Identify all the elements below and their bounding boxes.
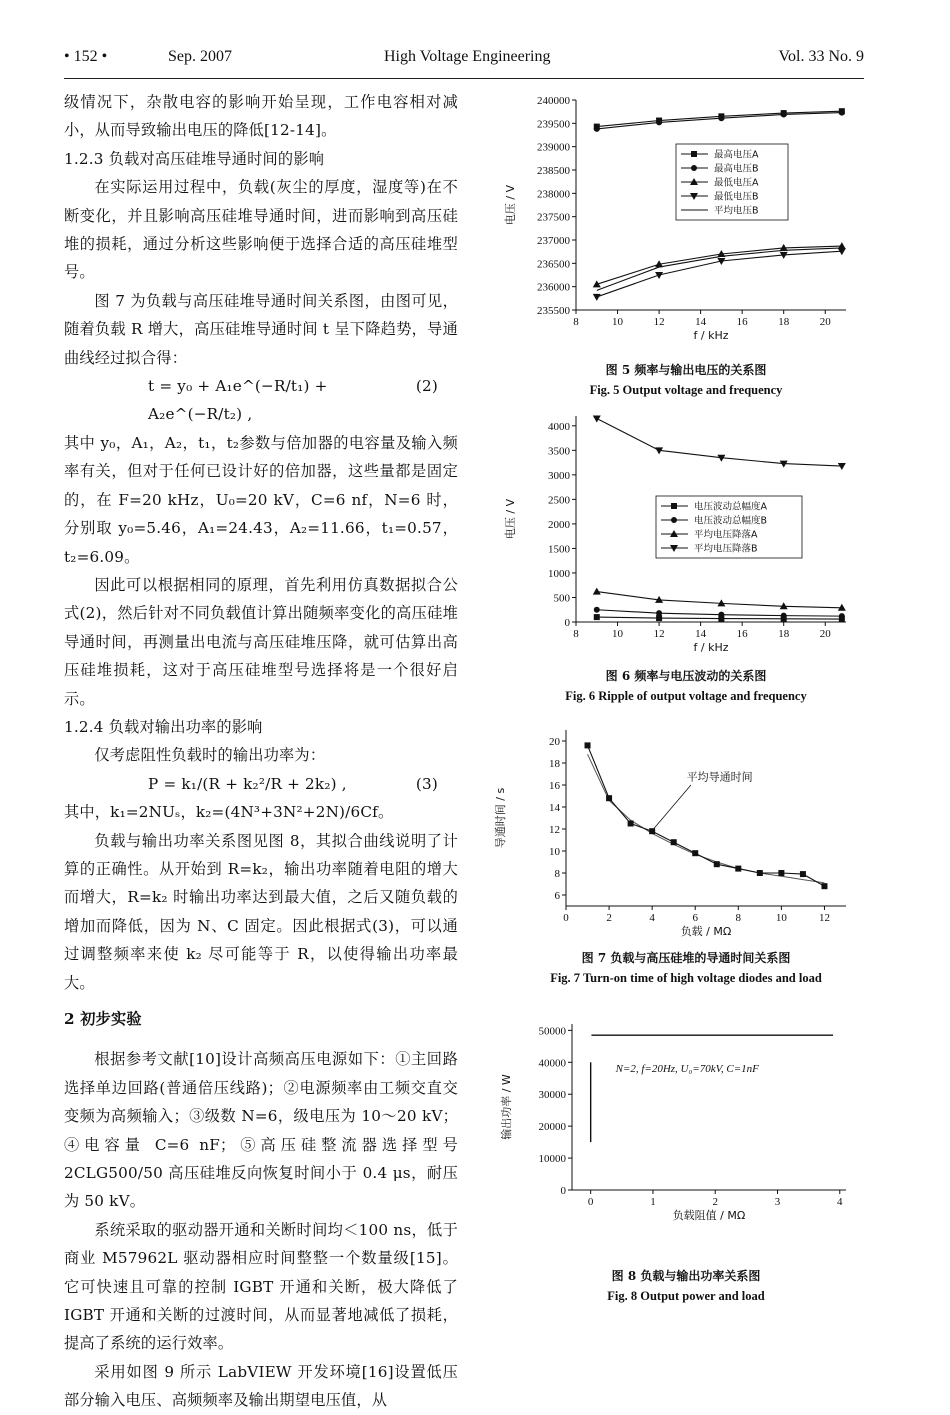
fig6-x-tick-label: 20 [819, 628, 831, 640]
fig6-legend-label: 平均电压降落A [694, 529, 758, 541]
section-heading-2: 2 初步实验 [64, 1010, 142, 1028]
fig7-y-tick-label: 6 [554, 890, 560, 902]
fig5-y-tick-label: 238000 [537, 188, 570, 201]
figure-6 [496, 408, 876, 706]
paragraph: 根据参考文献[10]设计高频高压电源如下：①主回路选择单边回路(普通倍压线路)；②电源频率由工频交直交变频为高频输入；③级数 N=6，级电压为 10～20 kV；④电容量 C=6 nF；⑤高压硅整流器选择型号 2CLG500/50 高压硅堆反向恢复时间小于 0.4 μs，耐压为 50 kV。 [64, 1050, 458, 1211]
paragraph: 采用如图 9 所示 LabVIEW 开发环境[16]设置低压部分输入电压、高频频率及输出期望电压值，从 [64, 1362, 458, 1410]
fig6-chart [496, 408, 876, 666]
fig7-y-tick-label: 20 [549, 736, 560, 748]
fig7-x-tick-label: 4 [649, 912, 655, 924]
fig7-x-tick-label: 6 [692, 912, 698, 924]
paragraph: 在实际运用过程中，负载(灰尘的厚度，湿度等)在不断变化，并且影响高压硅堆导通时间，进而影响到高压硅堆的损耗，通过分析这些影响便于选择合适的高压硅堆型号。 [64, 178, 458, 282]
fig8-y-tick-label: 30000 [538, 1089, 566, 1102]
fig5-x-tick-label: 12 [653, 316, 665, 328]
fig7-series-line [588, 745, 825, 886]
fig7-chart [496, 722, 876, 948]
figure-8 [496, 1018, 876, 1306]
paragraph: 系统采取的驱动器开通和关断时间均＜100 ns，低于商业 M57962L 驱动器相应时间整整一个数量级[15]。它可快速且可靠的控制 IGBT 开通和关断，极大降低了 IGBT 开通和关断的过渡时间，从而显著地减低了损耗，提高了系统的运行效率。 [64, 1220, 458, 1353]
fig6-y-tick-label: 4000 [548, 420, 570, 433]
fig7-y-tick-label: 14 [549, 802, 560, 814]
fig7-point [606, 795, 612, 801]
equation-3-number: (3) [415, 774, 438, 793]
fig8-y-tick-label: 0 [560, 1185, 566, 1197]
fig6-caption-cn: 图 6 频率与电压波动的关系图 [605, 669, 767, 683]
fig6-x-tick-label: 12 [653, 628, 665, 640]
fig6-y-tick-label: 3500 [548, 445, 570, 458]
fig7-x-tick-label: 8 [735, 912, 742, 924]
fig6-legend-label: 平均电压降落B [694, 543, 758, 555]
fig8-y-tick-label: 10000 [538, 1153, 566, 1166]
fig8-annotation: N=2, f=20Hz, U₀=70kV, C=1nF [615, 1062, 759, 1075]
fig8-caption-cn: 图 8 负载与输出功率关系图 [611, 1269, 761, 1283]
fig8-x-tick-label: 0 [587, 1196, 594, 1208]
fig5-point [593, 294, 601, 301]
fig5-series-line [597, 246, 842, 284]
paragraph: 负载与输出功率关系图见图 8，其拟合曲线说明了计算的正确性。从开始到 R=k₂，输出功率随着电阻的增大而增大，R=k₂ 时输出功率达到最大值，之后又随负载的增加而降低，因为 N、C 固定。因此根据式(3)，可以通过调整频率来使 k₂ 尽可能等于 R，以使得输出功率最大。 [64, 831, 458, 992]
fig7-annotation: 平均导通时间 [686, 770, 753, 784]
fig7-x-axis-label: 负载 / MΩ [680, 925, 732, 938]
fig8-caption-en: Fig. 8 Output power and load [607, 1289, 765, 1303]
fig6-legend-marker [671, 517, 677, 523]
fig7-x-tick-label: 0 [563, 912, 569, 924]
fig6-series-line [597, 418, 842, 466]
fig5-point [718, 115, 724, 121]
equation-2-number: (2) [415, 377, 438, 396]
fig6-x-tick-label: 18 [778, 628, 790, 640]
fig8-x-tick-label: 2 [712, 1196, 718, 1208]
fig8-chart [496, 1018, 876, 1254]
journal-name: High Voltage Engineering [384, 48, 551, 65]
fig6-y-tick-label: 1500 [548, 543, 570, 556]
fig5-x-tick-label: 10 [612, 316, 624, 328]
fig6-point [593, 415, 601, 422]
fig5-point [656, 119, 662, 125]
fig8-y-tick-label: 40000 [538, 1057, 566, 1070]
equation-2 [64, 372, 458, 429]
fig6-y-axis-label: 电压 / V [504, 498, 517, 540]
fig7-x-tick-label: 2 [606, 912, 612, 924]
figure-5 [496, 88, 876, 400]
fig5-x-axis-label: f / kHz [693, 329, 729, 342]
fig6-x-tick-label: 10 [612, 628, 624, 640]
fig6-point [594, 607, 600, 613]
fig5-legend-label: 最低电压B [714, 191, 759, 203]
fig7-caption-en: Fig. 7 Turn-on time of high voltage diodes and load [550, 971, 822, 985]
fig6-legend-label: 电压波动总幅度B [694, 515, 768, 527]
fig5-y-tick-label: 237000 [537, 235, 570, 247]
fig5-legend-marker [691, 151, 697, 157]
fig5-x-tick-label: 18 [778, 316, 790, 328]
fig6-x-tick-label: 14 [695, 628, 707, 640]
fig5-x-tick-label: 14 [695, 316, 707, 328]
equation-3-body: P = k₁/(R + k₂²/R + 2k₂) , [148, 774, 347, 793]
fig7-y-tick-label: 10 [549, 846, 560, 858]
paragraph: 仅考虑阻性负载时的输出功率为： [94, 746, 326, 765]
fig8-x-tick-label: 4 [837, 1196, 843, 1208]
fig5-x-tick-label: 20 [819, 316, 831, 328]
fig7-y-axis-label: 导通时间 / s [494, 787, 507, 849]
fig6-caption-en: Fig. 6 Ripple of output voltage and frequency [565, 689, 807, 703]
fig6-point [781, 613, 787, 619]
fig8-x-tick-label: 3 [774, 1196, 781, 1208]
fig6-legend-label: 电压波动总幅度A [694, 501, 767, 513]
fig5-y-tick-label: 238500 [537, 165, 570, 177]
fig5-legend-label: 最低电压A [714, 177, 759, 189]
page-header [64, 42, 864, 72]
paragraph: 其中，k₁=2NUₛ，k₂=(4N³+3N²+2N)/6Cf。 [64, 803, 394, 822]
figure-7 [496, 722, 876, 988]
section-heading-1-2-4: 1.2.4 负载对输出功率的影响 [64, 717, 263, 736]
fig7-point [821, 883, 827, 889]
fig6-point [656, 610, 662, 616]
fig5-y-tick-label: 235500 [537, 305, 570, 317]
fig6-x-tick-label: 16 [736, 628, 748, 640]
paragraph: 级情况下，杂散电容的影响开始呈现，工作电容相对减小，从而导致输出电压的降低[12-14]。 [64, 93, 458, 140]
fig6-legend-marker [671, 503, 677, 509]
header-rule [64, 78, 864, 79]
fig6-point [838, 463, 846, 470]
volume-info: Vol. 33 No. 9 [778, 48, 864, 65]
fig7-x-tick-label: 10 [775, 912, 787, 924]
fig7-y-tick-label: 12 [549, 824, 560, 836]
fig5-x-tick-label: 16 [736, 316, 748, 328]
fig7-point [800, 871, 806, 877]
equation-3 [64, 770, 458, 798]
fig8-y-tick-label: 50000 [538, 1025, 566, 1038]
fig5-legend-label: 最高电压B [714, 163, 759, 175]
fig5-y-tick-label: 236500 [537, 258, 570, 271]
fig6-point [718, 612, 724, 618]
fig7-y-tick-label: 18 [549, 758, 560, 770]
fig5-point [781, 111, 787, 117]
fig5-point [839, 110, 845, 116]
fig8-x-tick-label: 1 [650, 1196, 656, 1208]
fig5-legend-label: 最高电压A [714, 149, 759, 161]
fig5-legend-label: 平均电压B [714, 205, 759, 217]
fig5-y-tick-label: 240000 [537, 95, 570, 107]
fig6-point [594, 614, 600, 620]
fig8-x-axis-label: 负载阻值 / MΩ [672, 1209, 746, 1222]
fig6-x-tick-label: 8 [573, 628, 579, 640]
fig7-point [585, 742, 591, 748]
paragraph: 图 7 为负载与高压硅堆导通时间关系图，由图可见，随着负载 R 增大，高压硅堆导通时间 t 呈下降趋势，导通曲线经过拟合得： [64, 291, 458, 367]
fig5-y-tick-label: 236000 [537, 281, 570, 294]
fig6-y-tick-label: 0 [564, 617, 570, 629]
fig6-y-tick-label: 2000 [548, 518, 570, 531]
equation-2-body: t = y₀ + A₁e^(−R/t₁) + A₂e^(−R/t₂) , [148, 377, 328, 424]
fig7-x-tick-label: 12 [818, 912, 830, 924]
page-number: • 152 • [64, 48, 108, 65]
issue-date: Sep. 2007 [168, 48, 232, 65]
fig6-y-tick-label: 1000 [548, 567, 570, 580]
fig6-y-tick-label: 2500 [548, 494, 570, 507]
section-heading-1-2-3: 1.2.3 负载对高压硅堆导通时间的影响 [64, 149, 325, 168]
fig7-point [692, 850, 698, 856]
fig7-annotation-leader [654, 785, 691, 828]
fig7-point [714, 861, 720, 867]
fig7-y-tick-label: 16 [549, 780, 560, 792]
paragraph: 其中 y₀，A₁，A₂，t₁，t₂参数与倍加器的电容量及输入频率有关，但对于任何已设计好的倍加器，这些量都是固定的，在 F=20 kHz，U₀=20 kV，C=6 nf，N=6 时，分别取 y₀=5.46，A₁=24.43，A₂=11.66，t₁=0.57，t₂=6.09。 [64, 433, 458, 566]
text-column [64, 88, 458, 1415]
fig5-point [594, 126, 600, 132]
fig7-point [649, 828, 655, 834]
fig7-point [757, 870, 763, 876]
fig5-caption-cn: 图 5 频率与输出电压的关系图 [605, 363, 767, 377]
fig6-y-tick-label: 3000 [548, 469, 570, 482]
fig7-point [778, 870, 784, 876]
fig5-legend-marker [691, 165, 697, 171]
fig8-y-tick-label: 20000 [538, 1121, 566, 1134]
fig5-chart [496, 88, 876, 360]
fig5-y-axis-label: 电压 / V [504, 184, 517, 226]
fig7-point [628, 821, 634, 827]
fig7-y-tick-label: 8 [554, 868, 560, 880]
fig7-point [735, 866, 741, 872]
fig5-y-tick-label: 237500 [537, 211, 570, 224]
fig5-y-tick-label: 239000 [537, 141, 570, 154]
fig6-y-tick-label: 500 [553, 592, 570, 605]
paragraph: 因此可以根据相同的原理，首先利用仿真数据拟合公式(2)，然后针对不同负载值计算出随频率变化的高压硅堆导通时间，再测量出电流与高压硅堆压降，就可估算出高压硅堆损耗，这对于高压硅堆型号选择将是一个很好启示。 [64, 575, 458, 708]
fig6-point [839, 613, 845, 619]
fig5-y-tick-label: 239500 [537, 118, 570, 131]
fig5-caption-en: Fig. 5 Output voltage and frequency [589, 383, 783, 397]
fig6-point [593, 588, 601, 595]
fig7-caption-cn: 图 7 负载与高压硅堆的导通时间关系图 [581, 951, 791, 965]
fig5-x-tick-label: 8 [573, 316, 579, 328]
fig6-x-axis-label: f / kHz [693, 641, 729, 654]
fig7-point [671, 839, 677, 845]
fig8-y-axis-label: 输出功率 / W [500, 1074, 513, 1140]
